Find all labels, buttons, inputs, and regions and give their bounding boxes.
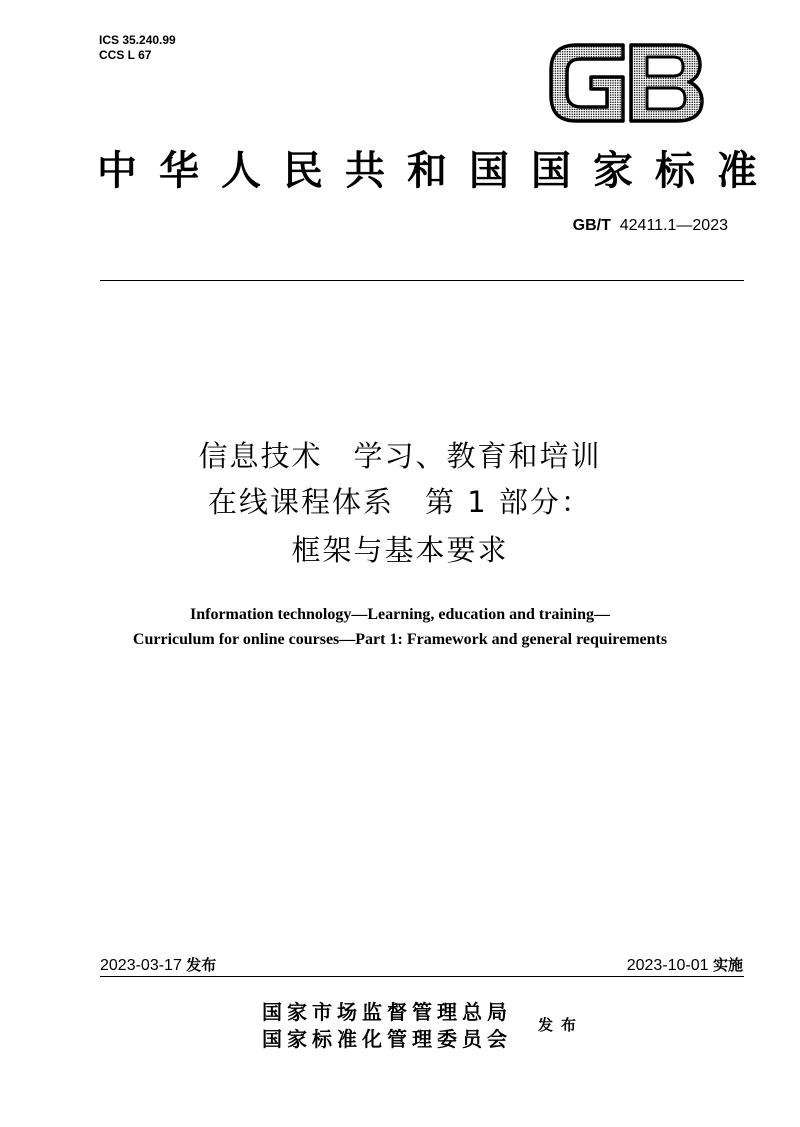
chinese-title-line-3: 框架与基本要求 xyxy=(291,533,509,567)
ics-code: ICS 35.240.99 xyxy=(99,33,176,47)
chinese-title-line-1: 信息技术 学习、教育和培训 xyxy=(198,439,602,473)
implementation-date-value: 2023-10-01 xyxy=(626,957,709,974)
english-title-line-2: Curriculum for online courses—Part 1: Framework and general requirements xyxy=(132,631,668,648)
ccs-code: CCS L 67 xyxy=(99,48,152,62)
issue-label: 发布 xyxy=(538,1016,585,1034)
bottom-divider xyxy=(100,976,744,977)
release-date-value: 2023-03-17 xyxy=(100,957,182,974)
release-label: 发布 xyxy=(186,956,217,974)
standard-prefix: GB/T xyxy=(572,217,611,234)
english-title-line-1: Information technology—Learning, education and training— xyxy=(189,606,611,623)
implementation-date xyxy=(627,955,743,976)
release-date xyxy=(100,955,216,976)
implementation-label: 实施 xyxy=(712,956,743,974)
standard-number xyxy=(573,216,728,236)
standard-number-value: 42411.1—2023 xyxy=(619,217,728,234)
gb-logo-icon xyxy=(547,41,705,125)
national-standard-title: 中华人民共和国国家标准 xyxy=(97,147,779,194)
issuer-sac: 国家标准化管理委员会 xyxy=(262,1027,512,1051)
issuer-samr: 国家市场监督管理总局 xyxy=(262,1000,512,1024)
top-divider xyxy=(100,280,744,281)
chinese-title-line-2: 在线课程体系 第 1 部分： xyxy=(208,485,592,519)
